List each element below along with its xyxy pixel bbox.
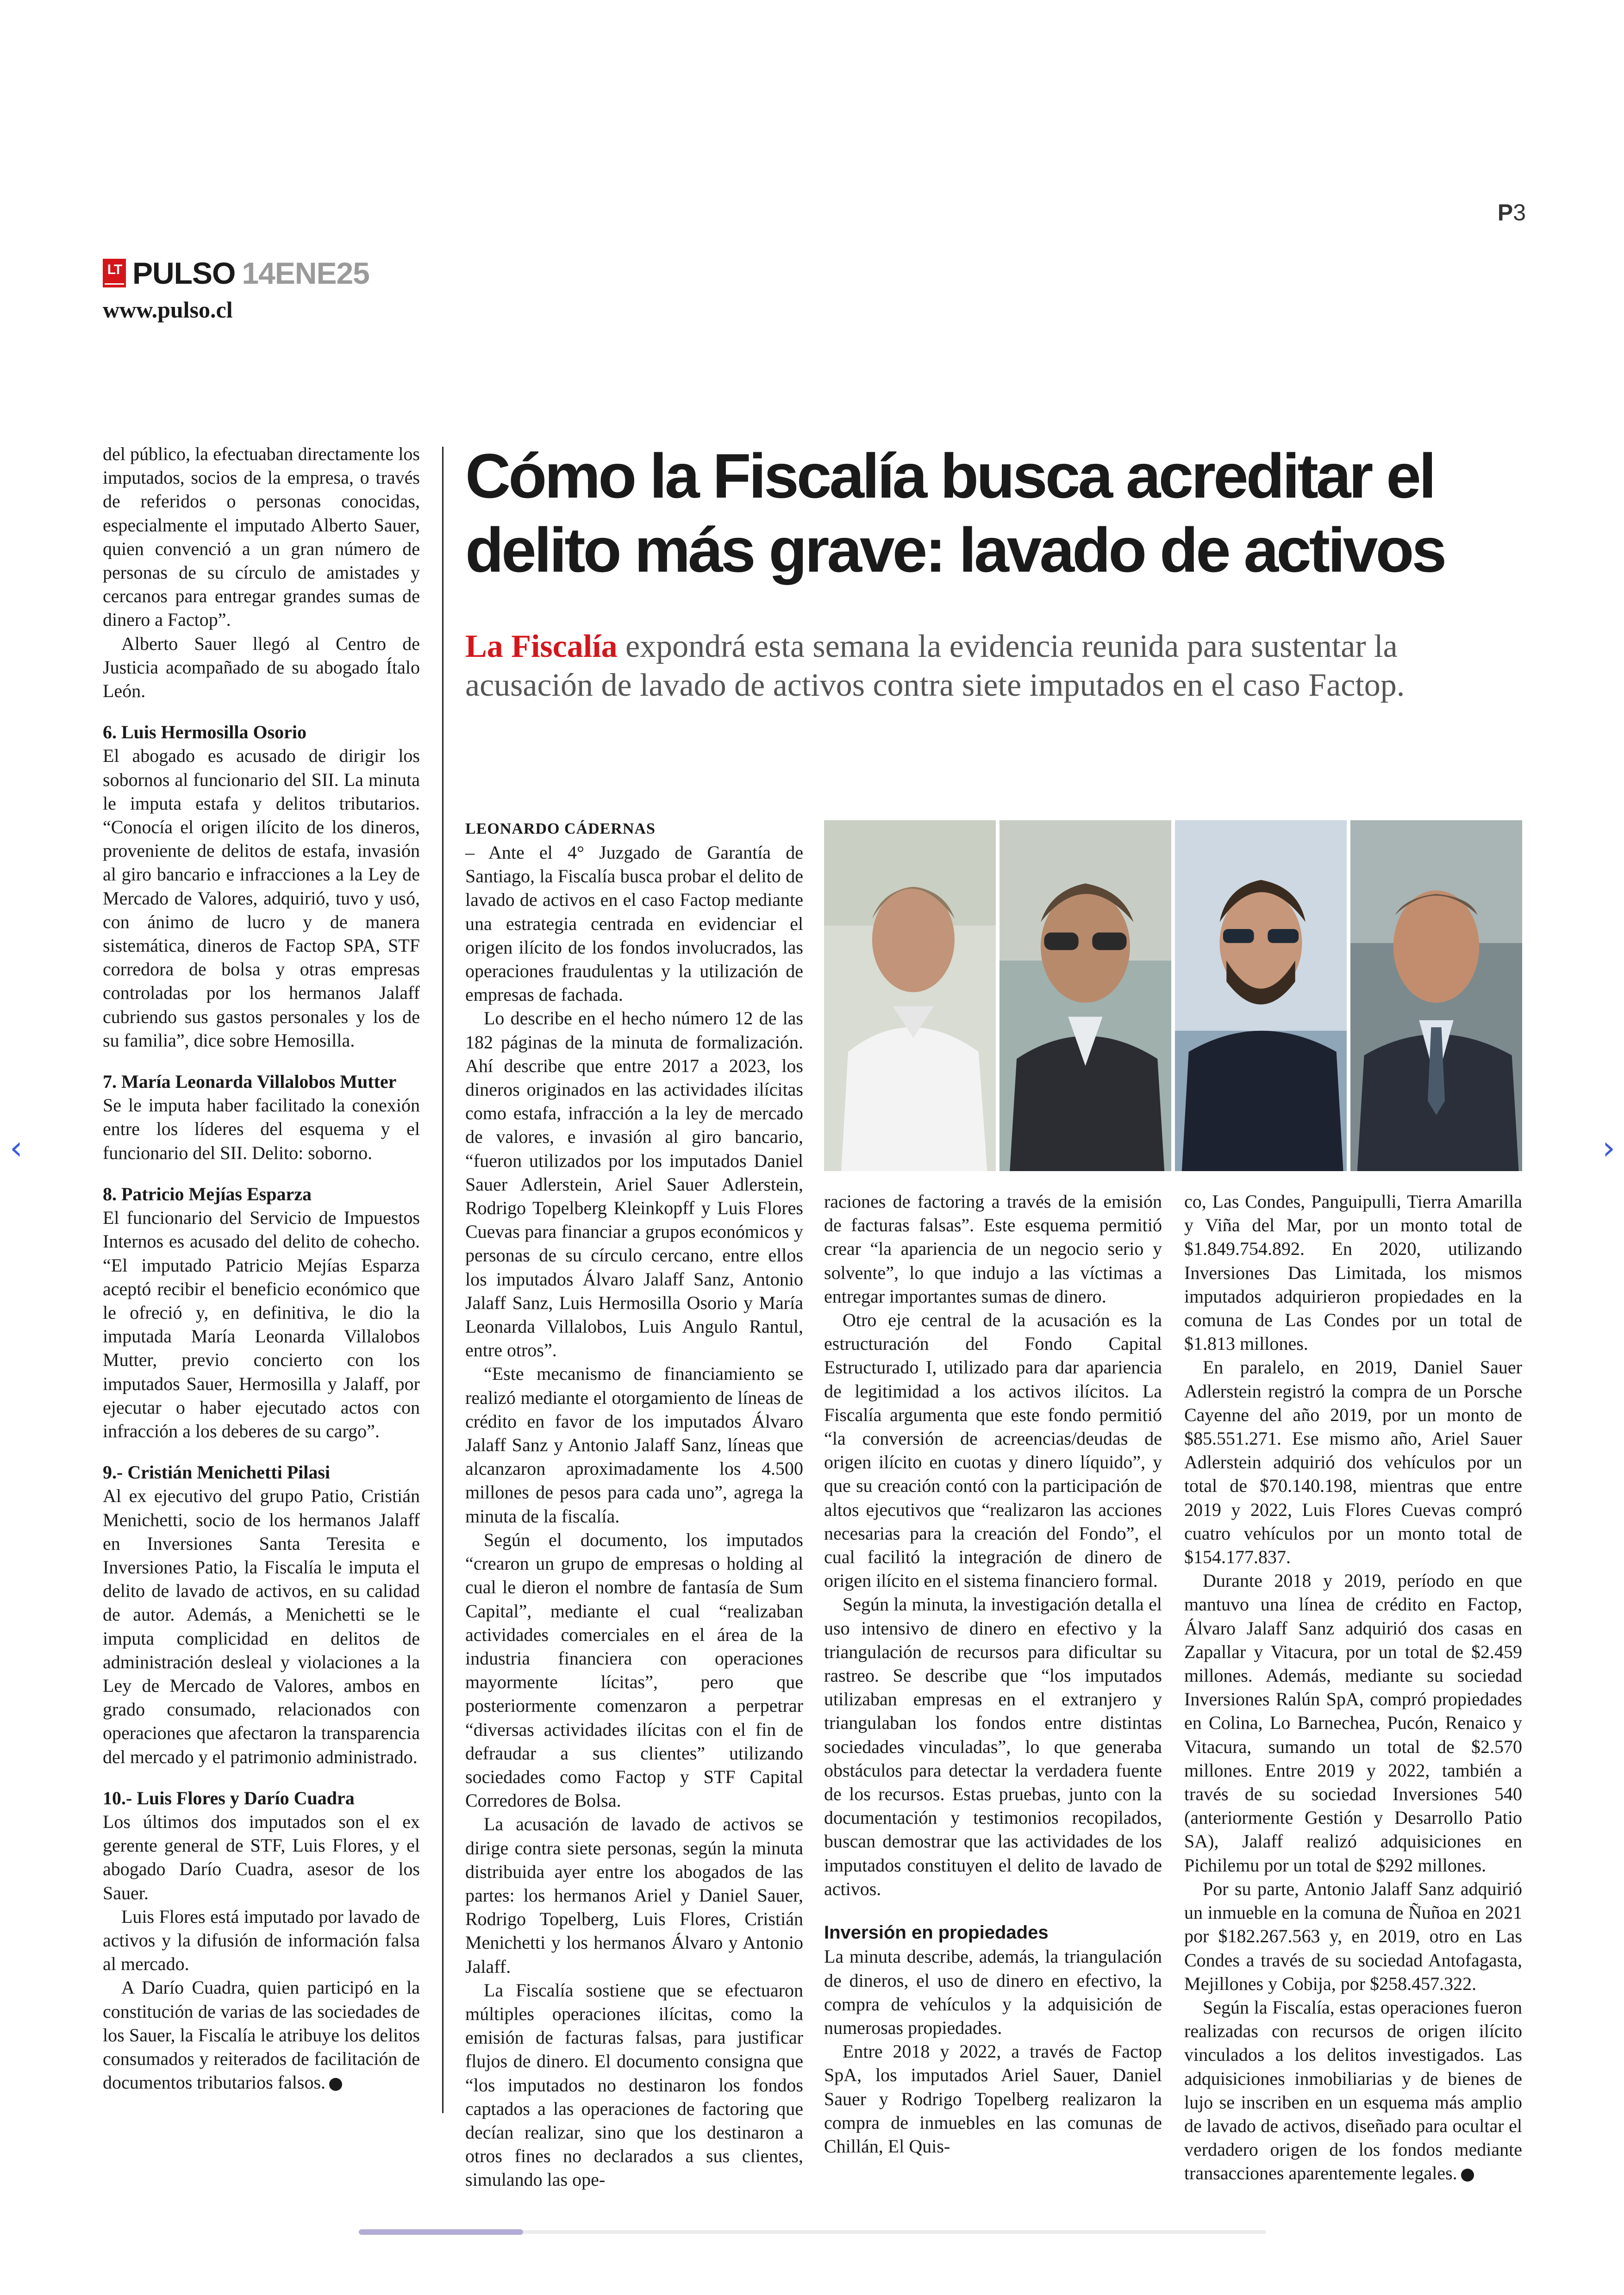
chevron-right-icon[interactable]: ›	[1602, 1129, 1615, 1167]
article-photo	[824, 820, 1522, 1171]
section-heading: 10.- Luis Flores y Darío Cuadra	[103, 1787, 355, 1809]
column-divider	[442, 447, 443, 2113]
paragraph: Al ex ejecutivo del grupo Patio, Cristián Menichetti, socio de los hermanos Jalaff en Inversiones Santa Teresita e Inversiones Patio, la Fiscalía le imputa el delito de lavado de activos, en su calidad de autor. Además, a Menichetti se le imputa complicidad en delitos de administración desleal y violaciones a la Ley de Mercado de Valores, ambos en grado consumado, relacionados con operaciones que afectaron la transparencia del mercado y el patrimonio administrado.	[103, 1485, 420, 1767]
paragraph: Los últimos dos imputados son el ex gerente general de STF, Luis Flores, y el abogado Darío Cuadra, asesor de los Sauer.	[103, 1811, 420, 1903]
headline: Cómo la Fiscalía busca acreditar el delito más grave: lavado de activos	[465, 441, 1445, 585]
column-4	[1184, 1190, 1522, 2185]
chevron-left-icon[interactable]: ‹	[10, 1129, 23, 1167]
photo-panel-2	[999, 820, 1171, 1171]
paragraph: A Darío Cuadra, quien participó en la constitución de varias de las sociedades de los Sauer, la Fiscalía le atribuye los delitos consumados y reiterados de facilitación de documentos tributarios falsos. P	[103, 1977, 420, 2093]
paragraph: En paralelo, en 2019, Daniel Sauer Adlerstein registró la compra de un Porsche Cayenne del año 2019, por un monto de $85.551.271. Ese mismo año, Ariel Sauer Adlerstein adquirió dos vehículos por un total de $70.140.198, mientras que entre 2019 y 2022, Luis Flores Cuevas compró cuatro vehículos por un monto total de $154.177.837.	[1184, 1357, 1522, 1568]
paragraph: Entre 2018 y 2022, a través de Factop SpA, los imputados Ariel Sauer, Daniel Sauer y Rodrigo Topelberg realizaron la compra de inmuebles en las comunas de Chillán, El Quis-	[824, 2041, 1162, 2157]
paragraph: Otro eje central de la acusación es la estructuración del Fondo Capital Estructurado I, utilizado para dar apariencia de legitimidad a los activos ilícitos. La Fiscalía argumenta que este fondo permitió “la conversión de acreencias/deudas de origen ilícito en cuotas y dinero líquido”, y que su creación contó con la participación de altos ejecutivos que “realizaron las acciones necesarias para la creación del Fondo”, el cual facilitó la integración de dinero de origen ilícito en el sistema financiero formal.	[824, 1310, 1162, 1591]
end-mark-icon: P	[1461, 2169, 1474, 2182]
paragraph: co, Las Condes, Panguipulli, Tierra Amarilla y Viña del Mar, por un monto total de $1.849.754.892. En 2020, utilizando Inversiones Das Limitada, los mismos imputados adquirieron propiedades en la comuna de Las Condes por un total de $1.813 millones.	[1184, 1191, 1522, 1354]
paragraph: Según la minuta, la investigación detalla el uso intensivo de dinero en efectivo y la triangulación de recursos para dificultar su rastreo. Se describe que “los imputados utilizaban empresas en el extranjero y triangulaban los fondos entre distintas sociedades vinculadas”, lo que generaba obstáculos para detectar la verdadera fuente de los recursos. Estas pruebas, junto con la documentación y testimonios recopilados, buscan demostrar que las actividades de los imputados constituyen el delito de lavado de activos.	[824, 1594, 1162, 1899]
column-1	[103, 442, 420, 2094]
section-heading: 9.- Cristián Menichetti Pilasi	[103, 1462, 331, 1483]
paragraph: Según el documento, los imputados “crearon un grupo de empresas o holding al cual le dieron el nombre de fantasía de Sum Capital”, mediante el cual “realizaban actividades comerciales en el área de la industria financiera con operaciones mayormente lícitas”, pero que posteriormente comenzaron a perpetrar “diversas actividades ilícitas con el fin de defraudar a sus clientes” utilizando sociedades como Factop y STF Capital Corredores de Bolsa.	[465, 1529, 803, 1811]
photo-panel-1	[824, 820, 996, 1171]
issue-date: 14ENE25	[242, 256, 369, 290]
section-heading: 6. Luis Hermosilla Osorio	[103, 722, 306, 743]
paragraph: Durante 2018 y 2019, período en que mantuvo una línea de crédito en Factop, Álvaro Jalaff Sanz adquirió dos casas en Zapallar y Vitacura, por un total de $2.459 millones. Además, mediante su sociedad Inversiones Ralún SpA, compró propiedades en Colina, Lo Barnechea, Pucón, Renaico y Vitacura, sumando un total de $2.570 millones. Entre 2019 y 2022, también a través de su sociedad Inversiones 540 (anteriormente Gestión y Desarrollo Patio SA), Jalaff realizó adquisiciones en Pichilemu por un total de $292 millones.	[1184, 1570, 1522, 1876]
end-mark-icon: P	[329, 2078, 342, 2091]
masthead	[103, 256, 369, 291]
paragraph: Lo describe en el hecho número 12 de las 182 páginas de la minuta de formalización. Ahí describe que entre 2017 a 2023, los dineros originados en las actividades ilícitas como estafa, infracción a la ley de mercado de valores, e invasión al giro bancario, “fueron utilizados por los imputados Daniel Sauer Adlerstein, Ariel Sauer Adlerstein, Rodrigo Topelberg Kleinkopff y Luis Flores Cuevas para financiar a grupos económicos y personas de su círculo cercano, entre ellos los imputados Álvaro Jalaff Sanz, Antonio Jalaff Sanz, Luis Hermosilla Osorio y María Leonarda Villalobos, Luis Angulo Rantul, entre otros”.	[465, 1008, 803, 1361]
paragraph: Por su parte, Antonio Jalaff Sanz adquirió un inmueble en la comuna de Ñuñoa en 2021 por $182.267.563 y, en 2019, otro en Las Condes a través de su sociedad Antofagasta, Mejillones y Cobija, por $258.457.322.	[1184, 1878, 1522, 1994]
deck	[465, 627, 1530, 705]
section-heading: 8. Patricio Mejías Esparza	[103, 1183, 312, 1204]
subheading: Inversión en propiedades	[824, 1922, 1049, 1943]
column-3	[824, 1190, 1162, 2158]
paragraph: El abogado es acusado de dirigir los sobornos al funcionario del SII. La minuta le imputa estafa y delitos tributarios. “Conocía el origen ilícito de los dineros, proveniente de delitos de estafa, invasión al giro bancario e infracciones a la Ley de Mercado de Valores, adquirió, tuvo y usó, con ánimo de lucro y de manera sistemática, dineros de Factop SPA, STF corredora de bolsa y otras empresas controladas por los hermanos Jalaff cubriendo sus gastos personales y los de su familia”, dice sobre Hemosilla.	[103, 745, 420, 1051]
paragraph: raciones de factoring a través de la emisión de facturas falsas”. Este esquema permitió crear “la apariencia de un negocio serio y solvente”, lo que indujo a las víctimas a entregar importantes sumas de dinero.	[824, 1191, 1162, 1307]
paragraph: La minuta describe, además, la triangulación de dineros, el uso de dinero en efectivo, la compra de vehículos y la adquisición de numerosas propiedades.	[824, 1946, 1162, 2038]
brand-name: PULSO	[132, 256, 236, 290]
column-2	[465, 817, 803, 2192]
lt-logo: LT	[103, 259, 126, 287]
photo-panel-3	[1175, 820, 1347, 1171]
paragraph: La acusación de lavado de activos se dirige contra siete personas, según la minuta distribuida ayer entre los abogados de las partes: los hermanos Ariel y Daniel Sauer, Rodrigo Topelberg, Luis Flores, Cristián Menichetti y los hermanos Álvaro y Antonio Jalaff.	[465, 1814, 803, 1977]
deck-lead: La Fiscalía	[465, 629, 618, 664]
paragraph: Luis Flores está imputado por lavado de activos y la difusión de información falsa al mercado.	[103, 1906, 420, 1975]
scrollbar-thumb[interactable]	[359, 2229, 523, 2235]
paragraph: Se le imputa haber facilitado la conexión entre los líderes del esquema y el funcionario del SII. Delito: soborno.	[103, 1095, 420, 1163]
photo-panel-4	[1350, 820, 1522, 1171]
deck-text: expondrá esta semana la evidencia reunida para sustentar la acusación de lavado de activos contra siete imputados en el caso Factop.	[465, 629, 1405, 703]
paragraph: “Este mecanismo de financiamiento se realizó mediante el otorgamiento de líneas de crédito en favor de los imputados Álvaro Jalaff Sanz y Antonio Jalaff Sanz, líneas que alcanzaron aproximadamente los 4.500 millones de pesos para cada uno”, agrega la minuta de la fiscalía.	[465, 1363, 803, 1527]
byline: LEONARDO CÁDERNAS	[465, 820, 656, 837]
website-url: www.pulso.cl	[103, 297, 233, 323]
paragraph: El funcionario del Servicio de Impuestos Internos es acusado del delito de cohecho. “El imputado Patricio Mejías Esparza aceptó recibir el beneficio económico que le ofreció y, en definitiva, le dio la imputada María Leonarda Villalobos Mutter, previo concierto con los imputados Sauer, Hermosilla y Jalaff, por ejecutar o haber ejecutado actos con infracción a los deberes de su cargo”.	[103, 1207, 420, 1441]
section-heading: 7. María Leonarda Villalobos Mutter	[103, 1071, 397, 1092]
paragraph: Alberto Sauer llegó al Centro de Justicia acompañado de su abogado Ítalo León.	[103, 633, 420, 702]
paragraph: La Fiscalía sostiene que se efectuaron múltiples operaciones ilícitas, como la emisión de facturas falsas, para justificar flujos de dinero. El documento consigna que “los imputados no destinaron los fondos captados a las operaciones de factoring que decían realizar, sino que los destinaron a otros fines no declarados a sus clientes, simulando las ope-	[465, 1979, 803, 2190]
page-number: P3	[1497, 200, 1526, 225]
paragraph: – Ante el 4° Juzgado de Garantía de Santiago, la Fiscalía busca probar el delito de lavado de activos en el caso Factop mediante una estrategia centrada en evidenciar el origen ilícito de los fondos involucrados, las operaciones fraudulentas y la utilización de empresas de fachada.	[465, 842, 803, 1005]
paragraph: del público, la efectuaban directamente los imputados, socios de la empresa, o través de referidos o personas conocidas, especialmente el imputado Alberto Sauer, quien convenció a un gran número de personas de su círculo de amistades y cercanos para entregar grandes sumas de dinero a Factop”.	[103, 443, 420, 630]
paragraph: Según la Fiscalía, estas operaciones fueron realizadas con recursos de origen ilícito vinculados a los delitos investigados. Las adquisiciones inmobiliarias y de bienes de lujo se inscriben en un esquema más amplio de lavado de activos, diseñado para ocultar el verdadero origen de los fondos mediante transacciones aparentemente legales. P	[1184, 1996, 1522, 2184]
